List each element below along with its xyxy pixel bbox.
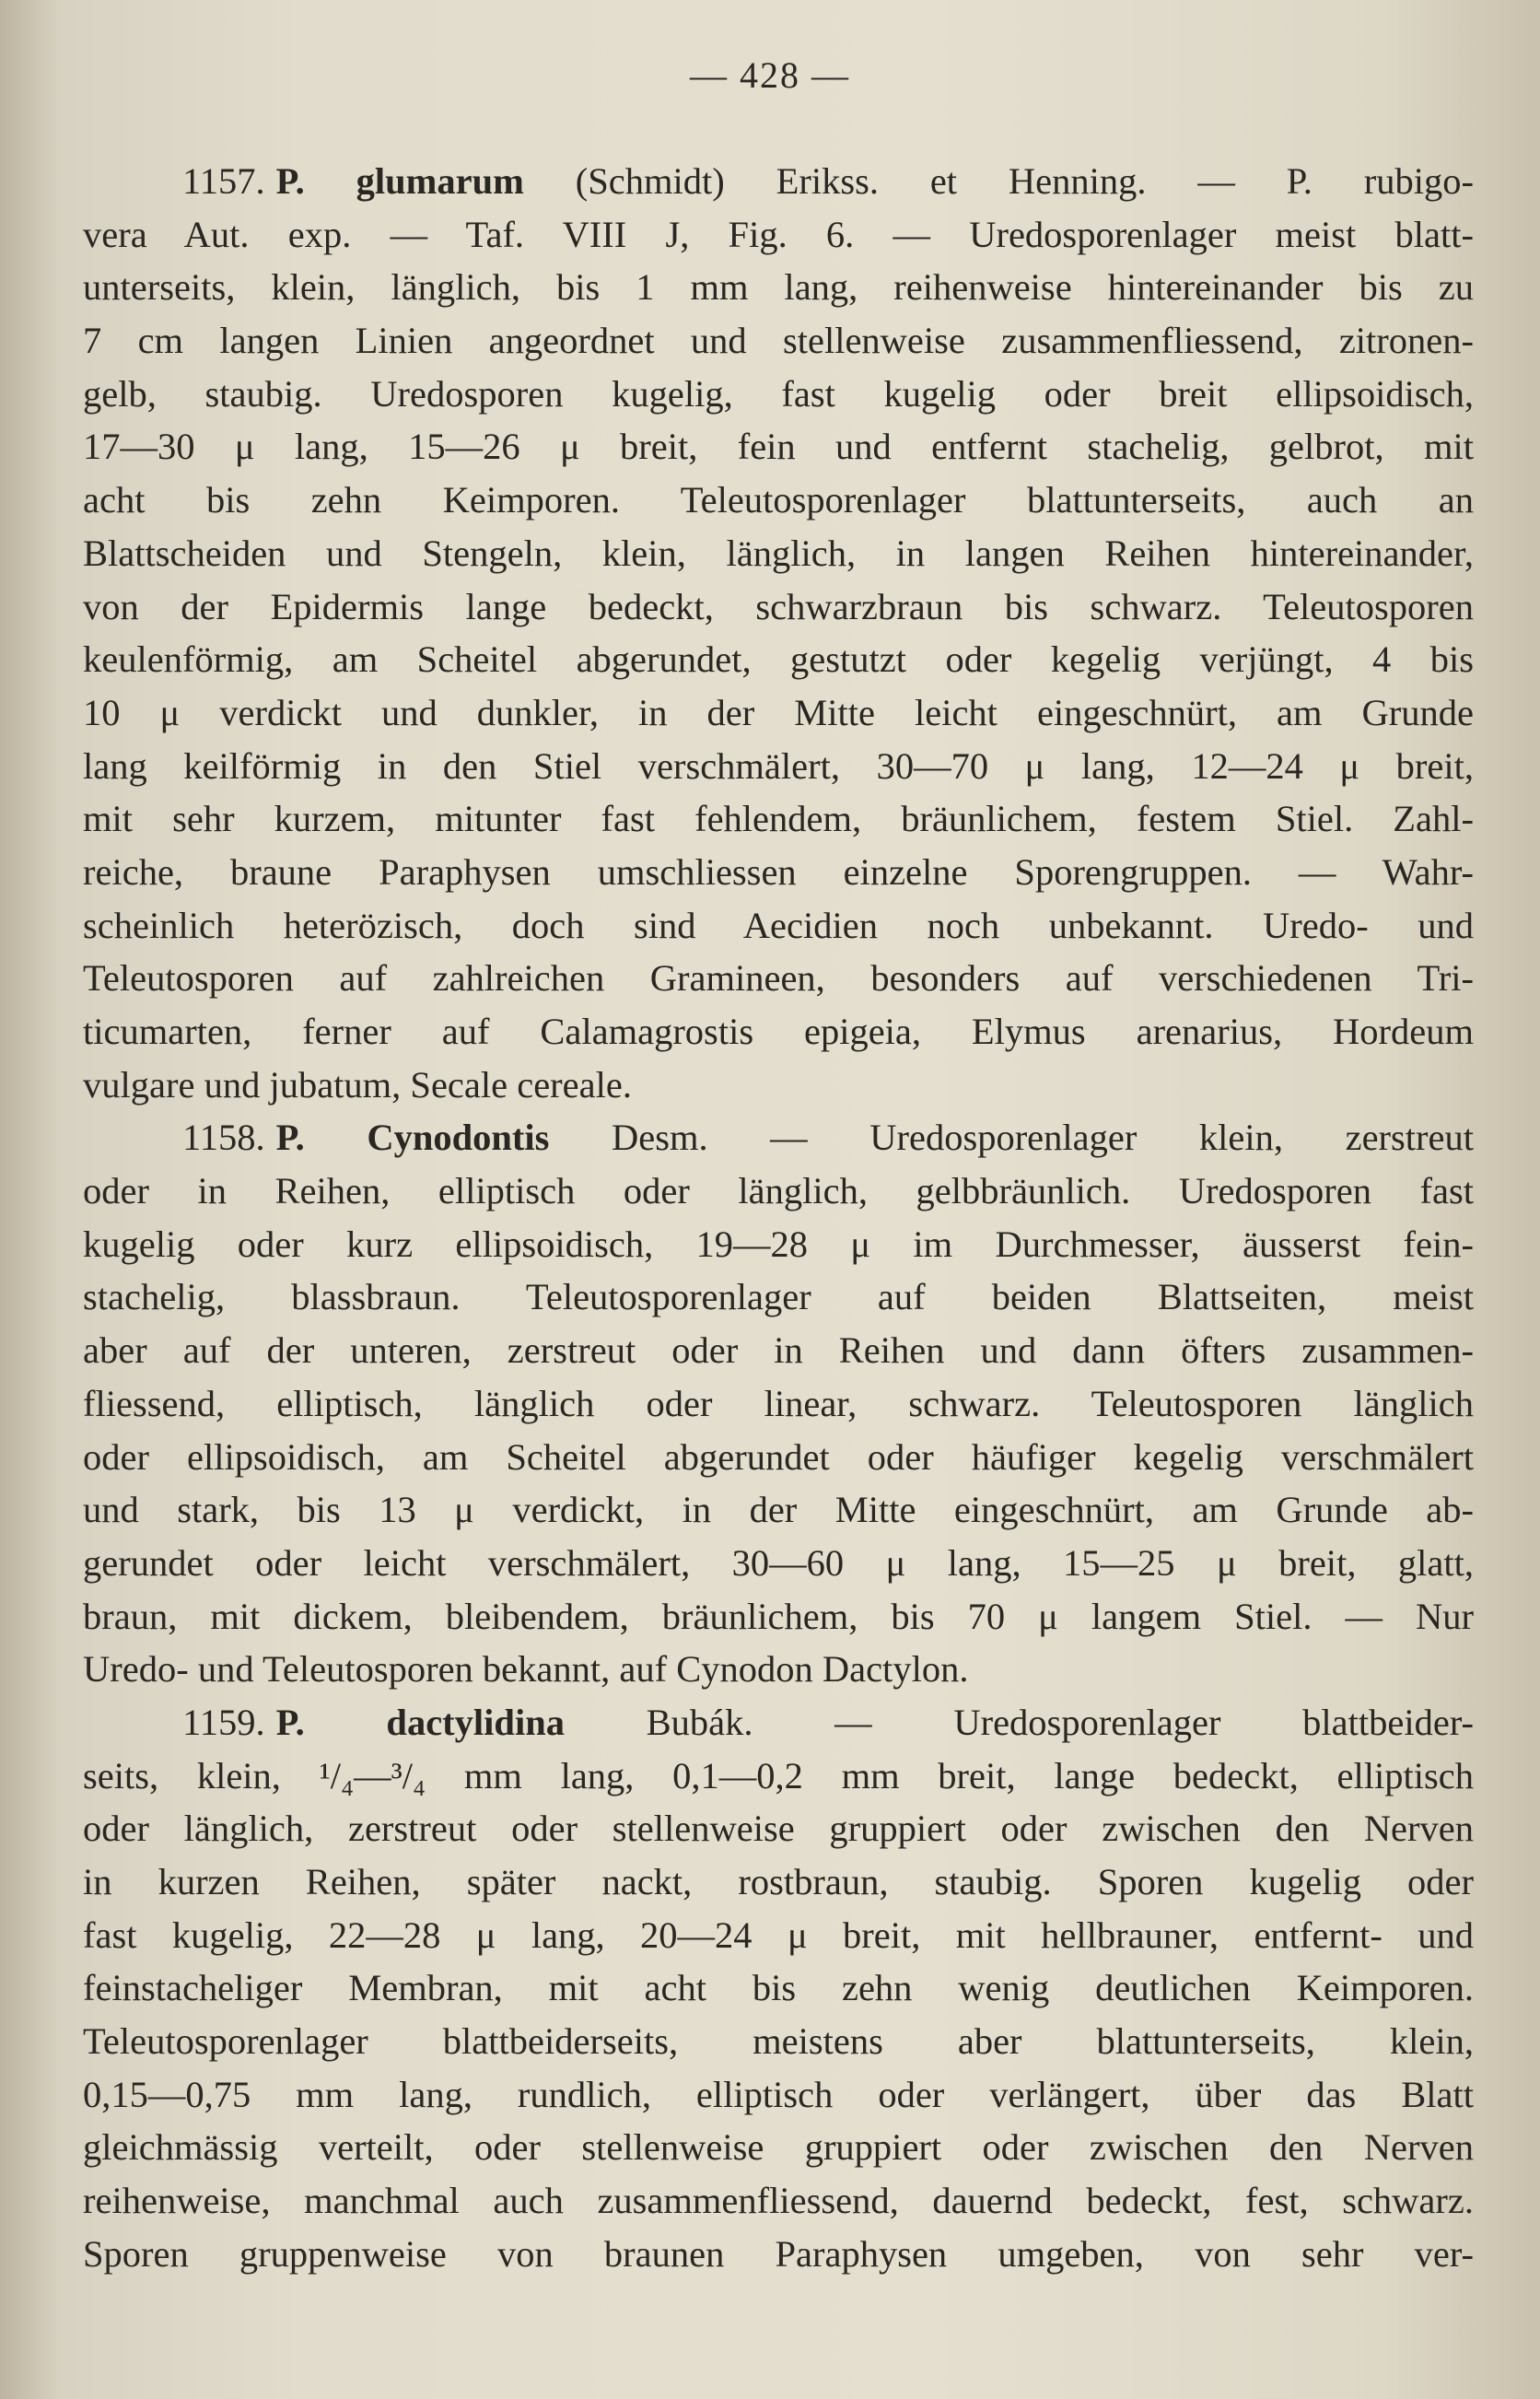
text-line: 0,15—0,75 mm lang, rundlich, elliptisch oder verlängert, über das Blatt: [83, 2073, 1474, 2115]
text-line: und stark, bis 13 μ verdickt, in der Mitte eingeschnürt, am Grunde ab-: [83, 1489, 1474, 1531]
entry-heading-line: [83, 1111, 1474, 1164]
text-line: 10 μ verdickt und dunkler, in der Mitte leicht eingeschnürt, am Grunde: [83, 691, 1474, 733]
text-line: Blattscheiden und Stengeln, klein, länglich, in langen Reihen hintereinander,: [83, 532, 1474, 574]
species-name: P. dactylidina: [275, 1701, 565, 1743]
text-line: unterseits, klein, länglich, bis 1 mm lang, reihenweise hintereinander bis zu: [83, 266, 1474, 309]
text-line: ticumarten, ferner auf Calamagrostis epigeia, Elymus arenarius, Hordeum: [83, 1011, 1474, 1052]
text-line: oder ellipsoidisch, am Scheitel abgerundet oder häufiger kegelig verschmälert: [83, 1435, 1474, 1478]
text-line: von der Epidermis lange bedeckt, schwarzbraun bis schwarz. Teleutosporen: [83, 585, 1474, 627]
entry-heading-line: [83, 155, 1474, 208]
text-line: Teleutosporen auf zahlreichen Gramineen, besonders auf verschiedenen Tri-: [83, 957, 1474, 1000]
text-line: seits, klein, ¹/₄—³/₄ mm lang, 0,1—0,2 mm breit, lange bedeckt, elliptisch: [83, 1754, 1474, 1796]
text-line: Uredo- und Teleutosporen bekannt, auf Cynodon Dactylon.: [83, 1648, 969, 1691]
species-name: P. Cynodontis: [275, 1117, 550, 1159]
text-line: Teleutosporenlager blattbeiderseits, meistens aber blattunterseits, klein,: [83, 2020, 1474, 2063]
entry-number: 1158.: [182, 1117, 265, 1159]
text-line: gelb, staubig. Uredosporen kugelig, fast kugelig oder breit ellipsoidisch,: [83, 372, 1474, 415]
text-line: fliessend, elliptisch, länglich oder linear, schwarz. Teleutosporen länglich: [83, 1382, 1474, 1424]
text-line: oder länglich, zerstreut oder stellenweise gruppiert oder zwischen den Nerven: [83, 1808, 1474, 1850]
text-line: reihenweise, manchmal auch zusammenfliessend, dauernd bedeckt, fest, schwarz.: [83, 2180, 1474, 2222]
text-line: reiche, braune Paraphysen umschliessen einzelne Sporengruppen. — Wahr-: [83, 850, 1474, 893]
text-line: 17—30 μ lang, 15—26 μ breit, fein und entfernt stachelig, gelbrot, mit: [83, 426, 1474, 468]
text-line: gleichmässig verteilt, oder stellenweise gruppiert oder zwischen den Nerven: [83, 2126, 1474, 2169]
text-line: lang keilförmig in den Stiel verschmälert, 30—70 μ lang, 12—24 μ breit,: [83, 744, 1474, 787]
text-line: braun, mit dickem, bleibendem, bräunlichem, bis 70 μ langem Stiel. — Nur: [83, 1595, 1474, 1637]
entry-number: 1159.: [182, 1701, 265, 1743]
text-line: oder in Reihen, elliptisch oder länglich, gelbbräunlich. Uredosporen fast: [83, 1170, 1474, 1212]
heading-rest: Desm. — Uredosporenlager klein, zerstreut: [549, 1117, 1475, 1159]
text-line: scheinlich heterözisch, doch sind Aecidien noch unbekannt. Uredo- und: [83, 904, 1474, 946]
text-line: kugelig oder kurz ellipsoidisch, 19—28 μ im Durchmesser, äusserst fein-: [83, 1223, 1474, 1265]
page-number: — 428 —: [690, 54, 850, 96]
text-line: gerundet oder leicht verschmälert, 30—60 μ lang, 15—25 μ breit, glatt,: [83, 1541, 1474, 1584]
heading-rest: (Schmidt) Erikss. et Henning. — P. rubigo-: [523, 160, 1474, 202]
entry-heading-line: [83, 1696, 1474, 1750]
text-line: 7 cm langen Linien angeordnet und stellenweise zusammenfliessend, zitronen-: [83, 320, 1474, 362]
text-line: Sporen gruppenweise von braunen Paraphysen umgeben, von sehr ver-: [83, 2232, 1474, 2275]
heading-rest: Bubák. — Uredosporenlager blattbeider-: [564, 1701, 1474, 1743]
text-line: keulenförmig, am Scheitel abgerundet, gestutzt oder kegelig verjüngt, 4 bis: [83, 638, 1474, 681]
text-line: stachelig, blassbraun. Teleutosporenlager auf beiden Blattseiten, meist: [83, 1276, 1474, 1318]
species-entry-1158: [83, 1111, 1474, 1696]
species-entry-1157: [83, 155, 1474, 1111]
text-body: [83, 155, 1474, 2281]
entry-number: 1157.: [182, 160, 265, 202]
species-name: P. glumarum: [275, 160, 524, 202]
text-line: mit sehr kurzem, mitunter fast fehlendem, bräunlichem, festem Stiel. Zahl-: [83, 798, 1474, 840]
species-entry-1159: [83, 1696, 1474, 2281]
text-line: acht bis zehn Keimporen. Teleutosporenlager blattunterseits, auch an: [83, 479, 1474, 521]
text-line: aber auf der unteren, zerstreut oder in Reihen und dann öfters zusammen-: [83, 1329, 1474, 1372]
text-line: fast kugelig, 22—28 μ lang, 20—24 μ breit, mit hellbrauner, entfernt- und: [83, 1913, 1474, 1956]
text-line: vulgare und jubatum, Secale cereale.: [83, 1063, 632, 1106]
text-line: vera Aut. exp. — Taf. VIII J, Fig. 6. — Uredosporenlager meist blatt-: [83, 213, 1474, 255]
text-line: feinstacheliger Membran, mit acht bis zehn wenig deutlichen Keimporen.: [83, 1967, 1474, 2009]
text-line: in kurzen Reihen, später nackt, rostbraun, staubig. Sporen kugelig oder: [83, 1861, 1474, 1902]
